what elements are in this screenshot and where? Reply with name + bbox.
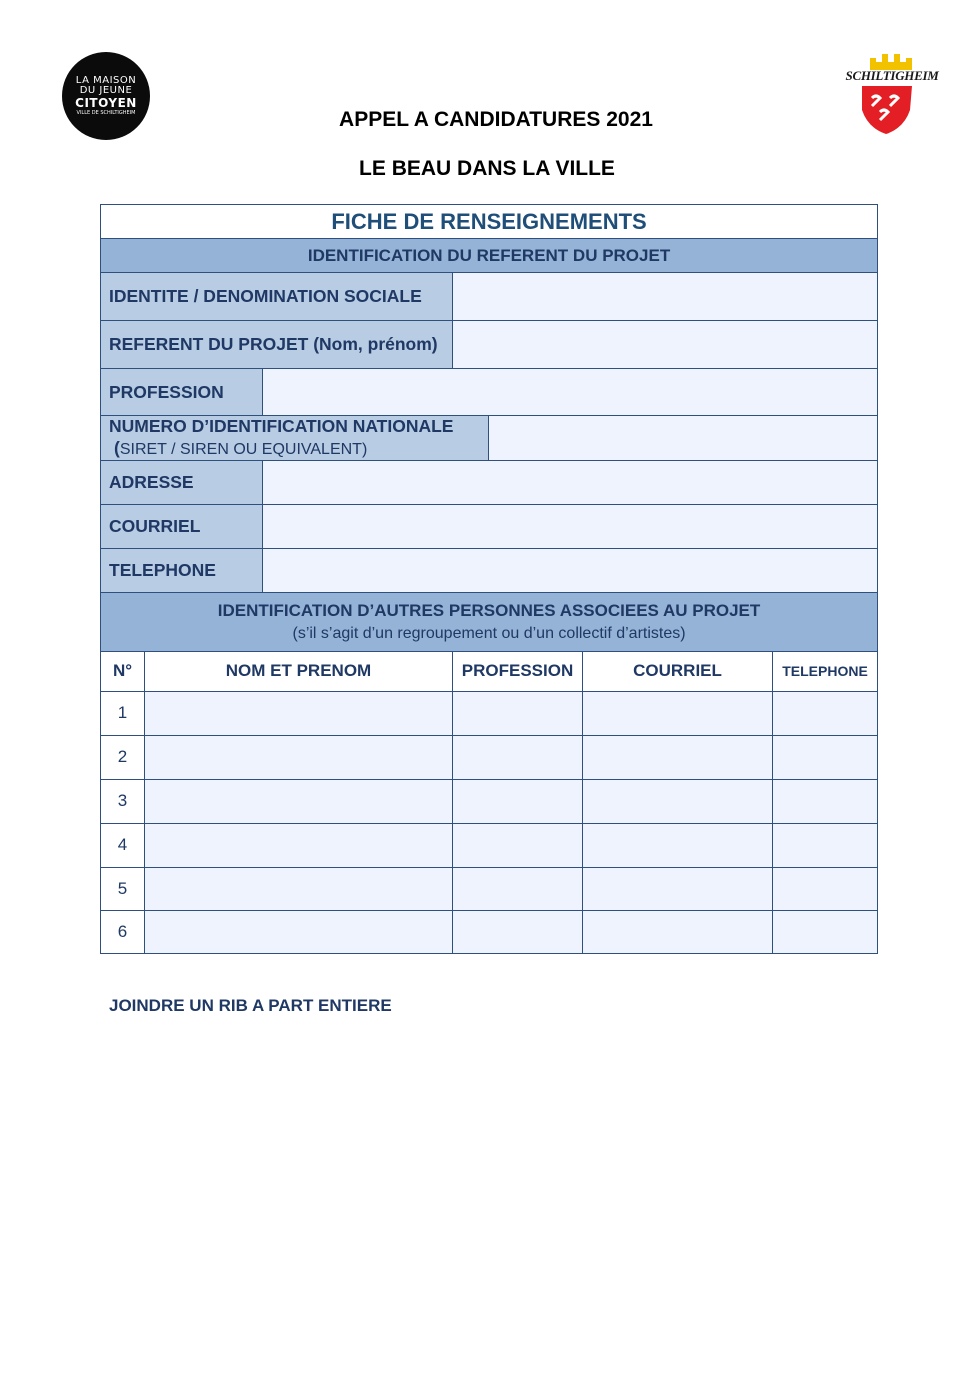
nom-prenom-cell[interactable]: [145, 779, 453, 823]
profession-label: PROFESSION: [101, 369, 263, 416]
numero-label-paren: (: [114, 437, 120, 458]
telephone-cell[interactable]: [773, 867, 878, 910]
table-row: [101, 823, 878, 867]
section-referent-heading: IDENTIFICATION DU REFERENT DU PROJET: [101, 239, 878, 273]
header-courriel: COURRIEL: [583, 651, 773, 691]
logo-line-2: DU JEUNE: [79, 85, 133, 97]
nom-prenom-cell[interactable]: [145, 691, 453, 735]
header-telephone: TELEPHONE: [773, 651, 878, 691]
profession-cell[interactable]: [453, 691, 583, 735]
fiche-renseignements-form: [100, 204, 878, 954]
telephone-cell[interactable]: [773, 910, 878, 953]
members-header-row: [101, 651, 878, 691]
nom-prenom-cell[interactable]: [145, 910, 453, 953]
courriel-cell[interactable]: [583, 779, 773, 823]
town-name: SCHILTIGHEIM: [845, 68, 939, 83]
telephone-cell[interactable]: [773, 735, 878, 779]
table-row: [101, 910, 878, 953]
courriel-label: COURRIEL: [101, 504, 263, 548]
courriel-cell[interactable]: [583, 910, 773, 953]
section-associes-heading: [101, 592, 878, 651]
profession-cell[interactable]: [453, 910, 583, 953]
table-row: [101, 867, 878, 910]
numero-label: [101, 416, 489, 461]
numero-label-sub: SIRET / SIREN OU EQUIVALENT): [119, 440, 368, 458]
profession-cell[interactable]: [453, 735, 583, 779]
nom-prenom-cell[interactable]: [145, 735, 453, 779]
telephone-label: TELEPHONE: [101, 548, 263, 592]
nom-prenom-cell[interactable]: [145, 823, 453, 867]
adresse-field[interactable]: [263, 460, 878, 504]
telephone-cell[interactable]: [773, 823, 878, 867]
row-number: 1: [101, 691, 145, 735]
table-row: [101, 691, 878, 735]
form-title: FICHE DE RENSEIGNEMENTS: [101, 205, 878, 239]
identite-field[interactable]: [453, 273, 878, 321]
adresse-label: ADRESSE: [101, 460, 263, 504]
courriel-cell[interactable]: [583, 823, 773, 867]
row-number: 2: [101, 735, 145, 779]
row-number: 3: [101, 779, 145, 823]
courriel-cell[interactable]: [583, 867, 773, 910]
rib-note: JOINDRE UN RIB A PART ENTIERE: [109, 996, 392, 1015]
header-numero: N°: [101, 651, 145, 691]
courriel-cell[interactable]: [583, 735, 773, 779]
header-nom-prenom: NOM ET PRENOM: [145, 651, 453, 691]
page-subtitle: LE BEAU DANS LA VILLE: [359, 157, 615, 180]
numero-field[interactable]: [489, 416, 878, 461]
courriel-cell[interactable]: [583, 691, 773, 735]
nom-prenom-cell[interactable]: [145, 867, 453, 910]
telephone-cell[interactable]: [773, 691, 878, 735]
logo-line-1: LA MAISON: [75, 74, 137, 86]
identite-label: IDENTITE / DENOMINATION SOCIALE: [101, 273, 453, 321]
referent-field[interactable]: [453, 321, 878, 369]
courriel-field[interactable]: [263, 504, 878, 548]
table-row: [101, 735, 878, 779]
section-associes-title: IDENTIFICATION D’AUTRES PERSONNES ASSOCIEES AU PROJET: [217, 601, 761, 621]
header-profession: PROFESSION: [453, 651, 583, 691]
profession-cell[interactable]: [453, 823, 583, 867]
telephone-cell[interactable]: [773, 779, 878, 823]
row-number: 5: [101, 867, 145, 910]
table-row: [101, 779, 878, 823]
row-number: 4: [101, 823, 145, 867]
logo-line-4: VILLE DE SCHILTIGHEIM: [76, 110, 136, 117]
logo-line-3: CITOYEN: [75, 95, 137, 110]
profession-cell[interactable]: [453, 867, 583, 910]
profession-field[interactable]: [263, 369, 878, 416]
numero-label-main: NUMERO D’IDENTIFICATION NATIONALE: [109, 416, 454, 436]
referent-label: REFERENT DU PROJET (Nom, prénom): [101, 321, 453, 369]
telephone-field[interactable]: [263, 548, 878, 592]
section-associes-subtitle: (s’il s’agit d’un regroupement ou d’un collectif d’artistes): [292, 624, 686, 642]
profession-cell[interactable]: [453, 779, 583, 823]
page-title: APPEL A CANDIDATURES 2021: [339, 108, 653, 131]
row-number: 6: [101, 910, 145, 953]
